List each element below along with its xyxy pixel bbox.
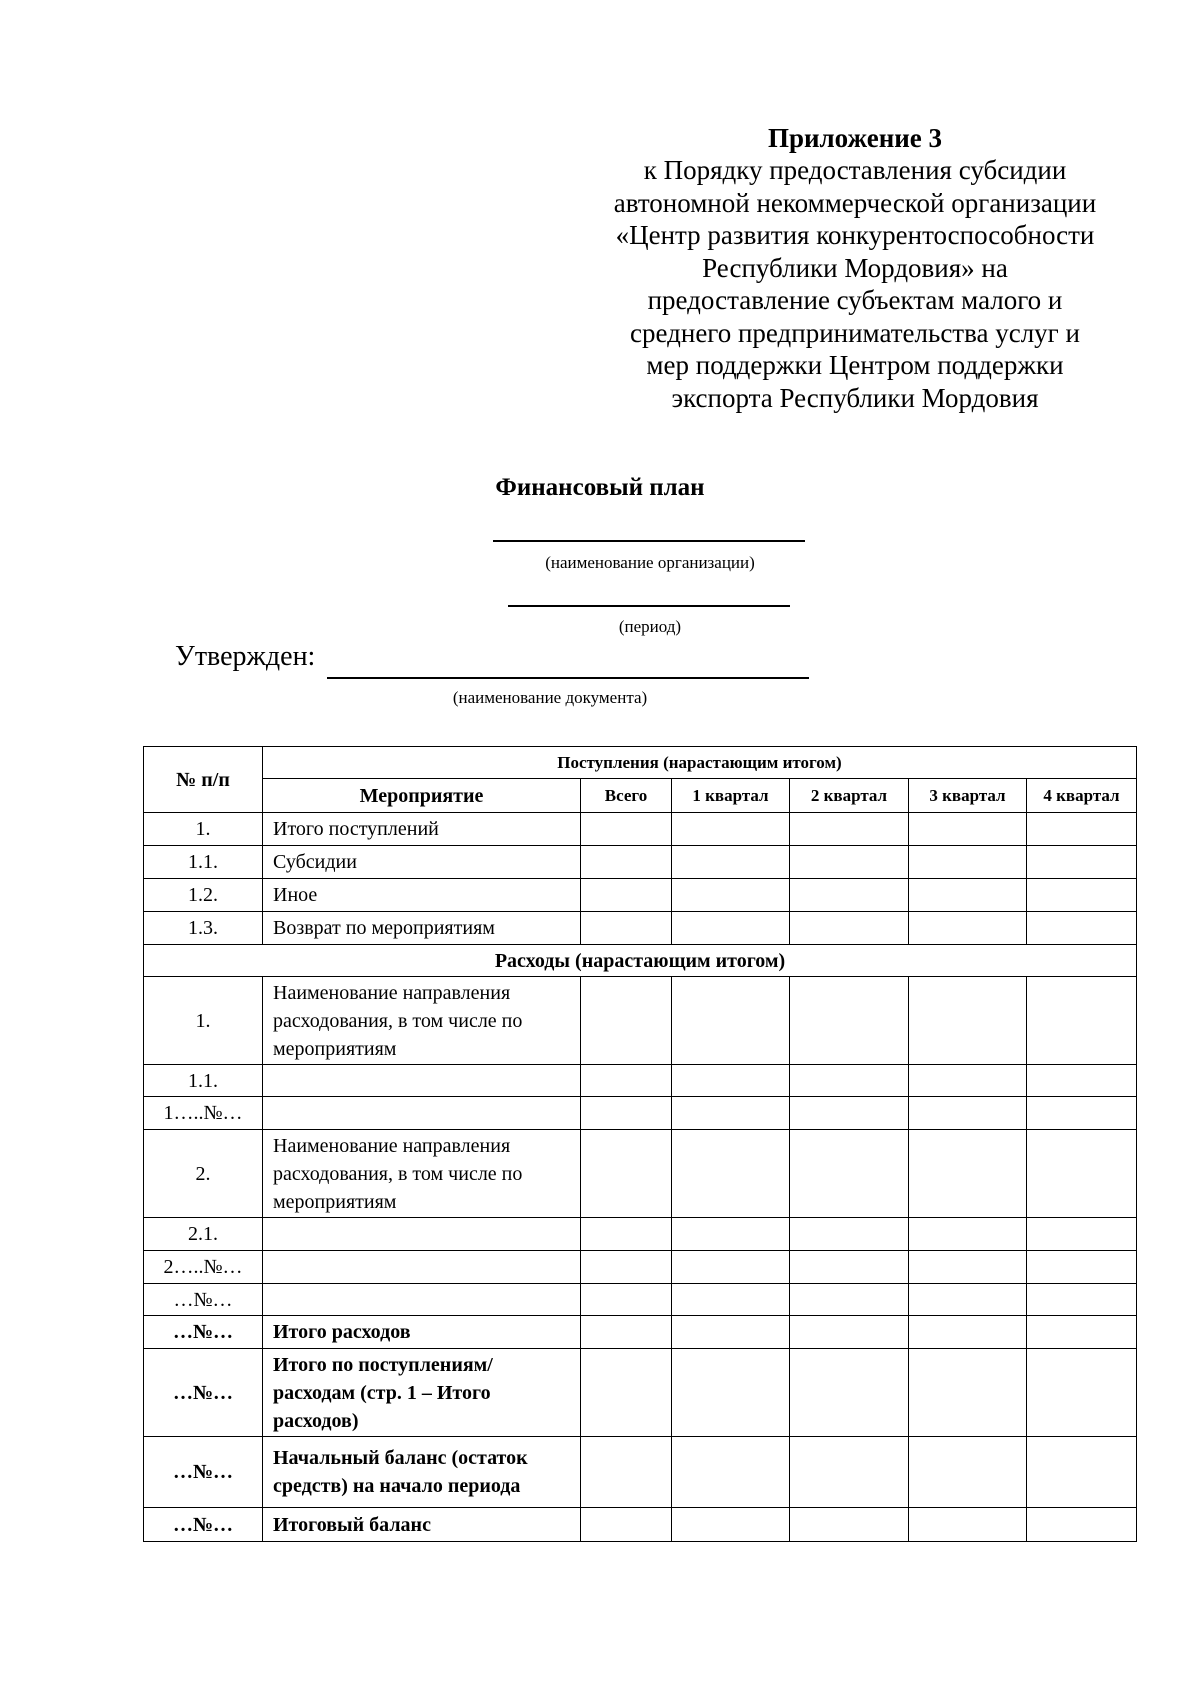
value-cell[interactable] [909,912,1027,945]
value-cell[interactable] [672,1097,790,1130]
value-cell[interactable] [672,912,790,945]
value-cell[interactable] [581,1284,672,1316]
value-cell[interactable] [1027,1065,1137,1097]
value-cell[interactable] [1027,1251,1137,1284]
table-row [144,813,1137,846]
value-cell[interactable] [909,1284,1027,1316]
table-row [144,1284,1137,1316]
value-cell[interactable] [581,1251,672,1284]
table-row [144,1218,1137,1251]
row-number: …№… [144,1349,263,1437]
row-label: Наименование направления расходования, в том числе по мероприятиям [263,977,581,1065]
table-row [144,1316,1137,1349]
row-number: 2…..№… [144,1251,263,1284]
value-cell[interactable] [909,813,1027,846]
value-cell[interactable] [581,1130,672,1218]
value-cell[interactable] [790,1130,909,1218]
header-q4: 4 квартал [1027,779,1137,813]
appendix-title: Приложение 3 [767,123,943,153]
value-cell[interactable] [581,1065,672,1097]
table-row [144,1508,1137,1542]
row-label: Итого по поступлениям/расходам (стр. 1 – Итого расходов) [263,1349,581,1437]
value-cell[interactable] [581,1097,672,1130]
financial-plan-table [143,746,1137,1542]
value-cell[interactable] [909,1218,1027,1251]
row-number: …№… [144,1284,263,1316]
value-cell[interactable] [581,1508,672,1542]
row-number: 1.2. [144,879,263,912]
row-label: Наименование направления расходования, в том числе по мероприятиям [263,1130,581,1218]
plan-title: Финансовый план [495,474,705,501]
value-cell[interactable] [672,1437,790,1508]
value-cell[interactable] [581,1437,672,1508]
header-number: № п/п [144,747,263,813]
row-label[interactable] [263,1097,581,1130]
value-cell[interactable] [909,879,1027,912]
table-row [144,1130,1137,1218]
row-label: Иное [263,879,581,912]
row-number: 1.1. [144,1065,263,1097]
row-label: Субсидии [263,846,581,879]
row-label: Возврат по мероприятиям [263,912,581,945]
value-cell[interactable] [1027,879,1137,912]
value-cell[interactable] [581,813,672,846]
value-cell[interactable] [1027,1218,1137,1251]
appendix-line: предоставление субъектам малого и [647,285,1063,315]
value-cell[interactable] [672,977,790,1065]
value-cell[interactable] [581,1349,672,1437]
table-row [144,1349,1137,1437]
value-cell[interactable] [672,1065,790,1097]
table-row [144,1437,1137,1508]
value-cell[interactable] [790,1065,909,1097]
value-cell[interactable] [1027,1130,1137,1218]
value-cell[interactable] [790,879,909,912]
value-cell[interactable] [790,1251,909,1284]
approved-label: Утвержден: [175,641,316,672]
value-cell[interactable] [909,1065,1027,1097]
value-cell[interactable] [1027,846,1137,879]
value-cell[interactable] [1027,1316,1137,1349]
value-cell[interactable] [581,1218,672,1251]
row-label[interactable] [263,1284,581,1316]
table-row [144,977,1137,1065]
value-cell[interactable] [1027,1508,1137,1542]
row-number: 2. [144,1130,263,1218]
header-q3: 3 квартал [909,779,1027,813]
header-q1: 1 квартал [672,779,790,813]
table-row [144,912,1137,945]
value-cell[interactable] [581,1316,672,1349]
appendix-header [585,122,1125,414]
value-cell[interactable] [790,977,909,1065]
value-cell[interactable] [909,977,1027,1065]
value-cell[interactable] [1027,813,1137,846]
header-income-title: Поступления (нарастающим итогом) [263,747,1137,779]
value-cell[interactable] [790,813,909,846]
value-cell[interactable] [672,879,790,912]
header-q2: 2 квартал [790,779,909,813]
value-cell[interactable] [790,1284,909,1316]
row-label: Итоговый баланс [263,1508,581,1542]
value-cell[interactable] [790,846,909,879]
value-cell[interactable] [790,1508,909,1542]
value-cell[interactable] [790,1437,909,1508]
header-event: Мероприятие [263,779,581,813]
table-row [144,879,1137,912]
row-label: Начальный баланс (остаток средств) на начало периода [263,1437,581,1508]
value-cell[interactable] [909,1316,1027,1349]
row-number: …№… [144,1316,263,1349]
row-label[interactable] [263,1218,581,1251]
period-blank-line [508,605,790,607]
row-label: Итого расходов [263,1316,581,1349]
value-cell[interactable] [790,1349,909,1437]
appendix-line: автономной некоммерческой организации [613,187,1097,218]
header-total: Всего [581,779,672,813]
expenses-title: Расходы (нарастающим итогом) [144,945,1137,977]
value-cell[interactable] [672,1218,790,1251]
value-cell[interactable] [1027,912,1137,945]
value-cell[interactable] [790,1097,909,1130]
value-cell[interactable] [581,846,672,879]
value-cell[interactable] [909,1508,1027,1542]
value-cell[interactable] [790,1218,909,1251]
appendix-line: «Центр развития конкурентоспособности [615,220,1095,250]
table-row [144,1065,1137,1097]
document-caption: (наименование документа) [452,688,648,707]
value-cell[interactable] [672,1349,790,1437]
value-cell[interactable] [909,1251,1027,1284]
value-cell[interactable] [909,1437,1027,1508]
value-cell[interactable] [1027,977,1137,1065]
value-cell[interactable] [581,912,672,945]
row-number: 1.1. [144,846,263,879]
row-label[interactable] [263,1065,581,1097]
row-number: 1. [144,813,263,846]
appendix-line: мер поддержки Центром поддержки [646,350,1064,380]
approved-blank-line [327,677,809,679]
value-cell[interactable] [790,1316,909,1349]
value-cell[interactable] [909,1349,1027,1437]
value-cell[interactable] [672,813,790,846]
value-cell[interactable] [1027,1097,1137,1130]
value-cell[interactable] [790,912,909,945]
row-number: 2.1. [144,1218,263,1251]
organization-blank-line [493,540,805,542]
value-cell[interactable] [672,846,790,879]
value-cell[interactable] [672,1508,790,1542]
row-number: 1…..№… [144,1097,263,1130]
value-cell[interactable] [1027,1437,1137,1508]
row-number: …№… [144,1437,263,1508]
appendix-line: среднего предпринимательства услуг и [630,317,1080,348]
row-number: …№… [144,1508,263,1542]
value-cell[interactable] [1027,1349,1137,1437]
row-label[interactable] [263,1251,581,1284]
value-cell[interactable] [672,1284,790,1316]
period-caption: (период) [618,617,682,636]
organization-caption: (наименование организации) [545,553,755,572]
value-cell[interactable] [672,1130,790,1218]
appendix-line: Республики Мордовия» на [702,252,1008,283]
value-cell[interactable] [672,1316,790,1349]
table-row [144,1097,1137,1130]
table-row [144,1251,1137,1284]
row-number: 1.3. [144,912,263,945]
appendix-line: экспорта Республики Мордовия [671,382,1039,413]
table-row [144,846,1137,879]
value-cell[interactable] [672,1251,790,1284]
value-cell[interactable] [581,879,672,912]
value-cell[interactable] [909,1130,1027,1218]
row-number: 1. [144,977,263,1065]
row-label: Итого поступлений [263,813,581,846]
value-cell[interactable] [1027,1284,1137,1316]
appendix-line: к Порядку предоставления субсидии [643,155,1067,185]
value-cell[interactable] [909,1097,1027,1130]
value-cell[interactable] [581,977,672,1065]
value-cell[interactable] [909,846,1027,879]
